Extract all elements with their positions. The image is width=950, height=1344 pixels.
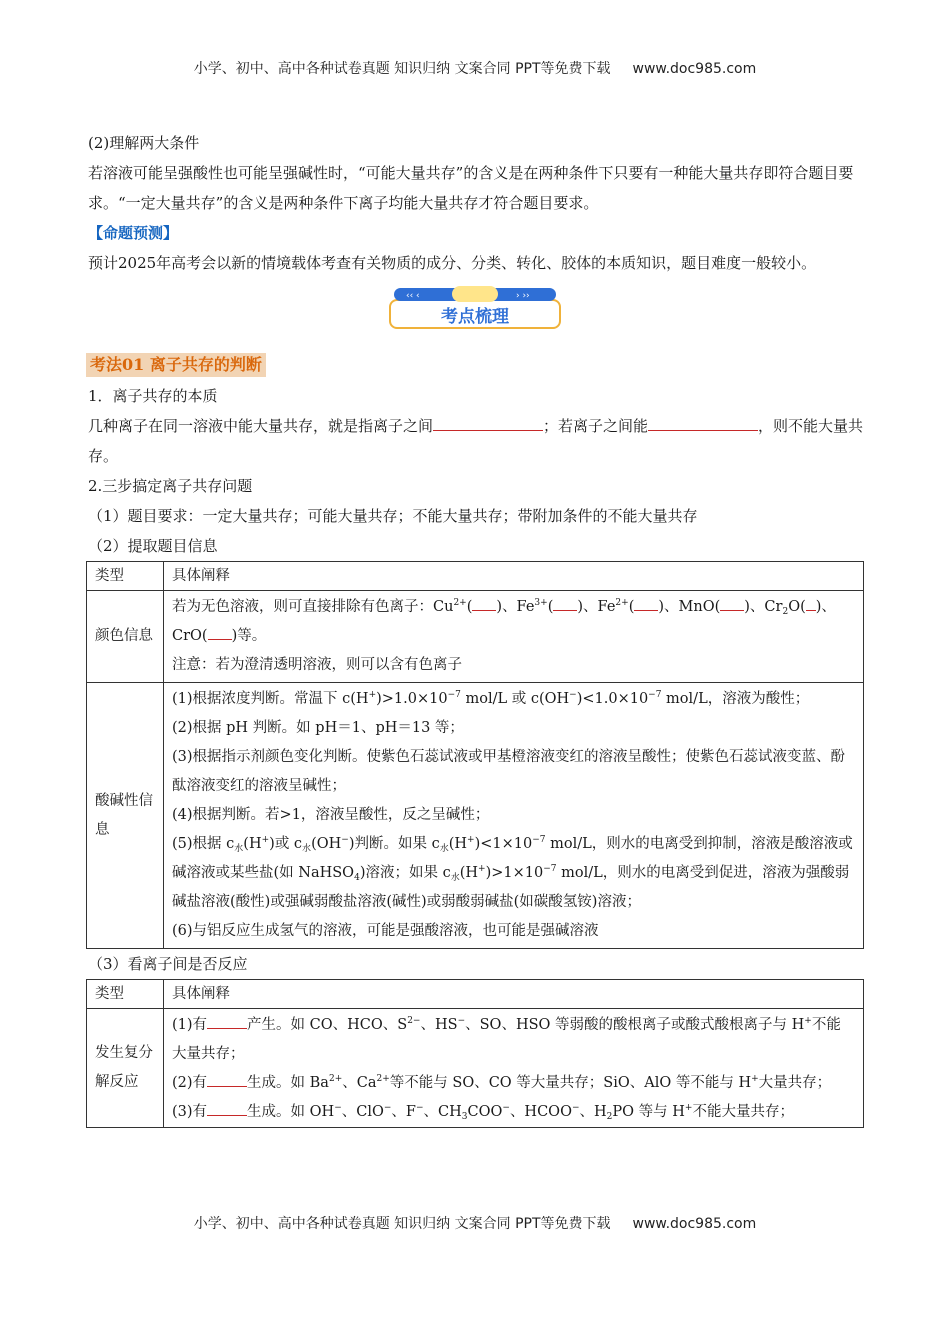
row-type-color: 颜色信息 bbox=[87, 591, 164, 683]
header-url[interactable]: www.doc985.com bbox=[632, 61, 757, 77]
fill-blank[interactable] bbox=[208, 623, 232, 640]
s2-requirement: （1）题目要求：一定大量共存；可能大量共存；不能大量共存；带附加条件的不能大量共存 bbox=[88, 507, 698, 525]
page-header bbox=[0, 58, 950, 78]
sub-heading: (2)理解两大条件 bbox=[88, 134, 200, 152]
table-header-cell: 类型 bbox=[87, 980, 164, 1009]
header-text: 小学、初中、高中各种试卷真题 知识归纳 文案合同 PPT等免费下载 bbox=[193, 61, 611, 77]
fill-blank[interactable] bbox=[806, 594, 816, 611]
row-type-double-decomposition: 发生复分解反应 bbox=[87, 1009, 164, 1128]
s1-paragraph: 几种离子在同一溶液中能大量共存，就是指离子之间 ；若离子之间能 ，则不能大量共存。 bbox=[88, 411, 864, 471]
conditions-paragraph: 若溶液可能呈强酸性也可能呈强碱性时，“可能大量共存”的含义是在两种条件下只要有一种能大量共存即符合题目要求。“一定大量共存”的含义是两种条件下离子均能大量共存才符合题目要求。 bbox=[88, 164, 854, 212]
acid-item-1: (1)根据浓度判断。常温下 $c(H^+)>1.0\times 10^{-7}$ mol/L 或 $c(OH^-)<1.0\times 10^{-7}$ mol/L，溶液为酸性； bbox=[172, 690, 810, 707]
s2-reaction: （3）看离子间是否反应 bbox=[88, 955, 248, 973]
table-header-cell: 类型 bbox=[87, 562, 164, 591]
fill-blank[interactable] bbox=[553, 594, 577, 611]
color-note: 注意：若为澄清透明溶液，则可以含有色离子 bbox=[172, 657, 462, 673]
acid-item-3: (3)根据指示剂颜色变化判断。使紫色石蕊试液或甲基橙溶液变红的溶液呈酸性；使紫色石蕊试液变蓝、酚酞溶液变红的溶液呈碱性； bbox=[172, 749, 846, 794]
fill-blank[interactable] bbox=[207, 1099, 247, 1116]
predict-paragraph: 预计2025年高考会以新的情境载体考查有关物质的成分、分类、转化、胶体的本质知识，题目难度一般较小。 bbox=[88, 254, 817, 272]
fill-blank[interactable] bbox=[472, 594, 496, 611]
s2-extract: （2）提取题目信息 bbox=[88, 537, 218, 555]
section-title: 考法01 离子共存的判断 bbox=[86, 353, 266, 377]
reaction-item-3: (3)有 生成。如 OH−、ClO−、F−、$CH_3COO^-$、HCOO−、$H_2PO$ 等与 H+不能大量共存； bbox=[172, 1098, 855, 1127]
table-header-cell: 具体阐释 bbox=[164, 980, 864, 1009]
row-type-acid: 酸碱性信息 bbox=[87, 683, 164, 949]
fill-blank[interactable] bbox=[720, 594, 744, 611]
table-header-row bbox=[87, 562, 864, 591]
banner-area bbox=[88, 284, 864, 346]
row-detail-acid bbox=[164, 683, 864, 949]
reaction-item-2: (2)有 生成。如 $Ba^{2+}$、$Ca^{2+}$等不能与 SO、CO 等大量共存；SiO、AlO 等不能与 H+大量共存； bbox=[172, 1069, 855, 1098]
table-header-row bbox=[87, 980, 864, 1009]
footer-text: 小学、初中、高中各种试卷真题 知识归纳 文案合同 PPT等免费下载 bbox=[193, 1216, 611, 1232]
s1-heading: 1．离子共存的本质 bbox=[88, 387, 218, 405]
table-row bbox=[87, 683, 864, 949]
page-footer bbox=[0, 1213, 950, 1233]
reaction-item-1: (1)有 产生。如 CO、HCO、$S^{2-}$、HS−、SO、HSO 等弱酸的酸根离子或酸式酸根离子与 H+不能大量共存； bbox=[172, 1011, 855, 1069]
fill-blank[interactable] bbox=[634, 594, 658, 611]
fill-blank[interactable] bbox=[648, 414, 758, 431]
table-row bbox=[87, 591, 864, 683]
kaodian-banner bbox=[388, 286, 562, 330]
fill-blank[interactable] bbox=[207, 1012, 247, 1029]
row-detail-color: 若为无色溶液，则可直接排除有色离子：$Cu^{2+}$( )、$Fe^{3+}$( )、$Fe^{2+}$( )、MnO( )、$Cr_2O$( )、CrO( )等。 注意：若为澄清透明溶液，则可以含有色离子 bbox=[164, 591, 864, 683]
info-table bbox=[86, 561, 864, 949]
svg-text:‹‹ ‹: ‹‹ ‹ bbox=[406, 291, 420, 301]
fill-blank[interactable] bbox=[433, 414, 543, 431]
table-header-cell: 具体阐释 bbox=[164, 562, 864, 591]
acid-item-4: (4)根据判断。若>1，溶液呈酸性，反之呈碱性； bbox=[172, 807, 490, 823]
banner-label: 考点梳理 bbox=[441, 307, 509, 327]
acid-item-5: (5)根据 $c_水(H^+)$或 $c_水(OH^-)$判断。如果 $c_水(H^+)<1\times 10^{-7}$ mol/L，则水的电离受到抑制，溶液是酸溶液或碱溶液或某些盐(如 NaHSO$_4$)溶液；如果 $c_水(H^+)>1\times 10^{-7}$ mol/L，则水的电离受到促进，溶液为强酸弱碱盐溶液(酸性)或强碱弱酸盐溶液(碱性)或弱酸弱碱盐(如碳酸氢铵)溶液； bbox=[172, 835, 853, 910]
svg-text:› ››: › ›› bbox=[516, 291, 530, 301]
reaction-table bbox=[86, 979, 864, 1128]
page-content bbox=[88, 128, 864, 1128]
s2-heading: 2.三步搞定离子共存问题 bbox=[88, 477, 253, 495]
acid-item-6: (6)与铝反应生成氢气的溶液，可能是强酸溶液，也可能是强碱溶液 bbox=[172, 923, 599, 939]
predict-tag: 【命题预测】 bbox=[88, 224, 179, 242]
row-detail-double-decomposition bbox=[164, 1009, 864, 1128]
footer-url[interactable]: www.doc985.com bbox=[632, 1216, 757, 1232]
table-row bbox=[87, 1009, 864, 1128]
fill-blank[interactable] bbox=[207, 1070, 247, 1087]
acid-item-2: (2)根据 pH 判断。如 pH＝1、pH＝13 等； bbox=[172, 720, 464, 736]
